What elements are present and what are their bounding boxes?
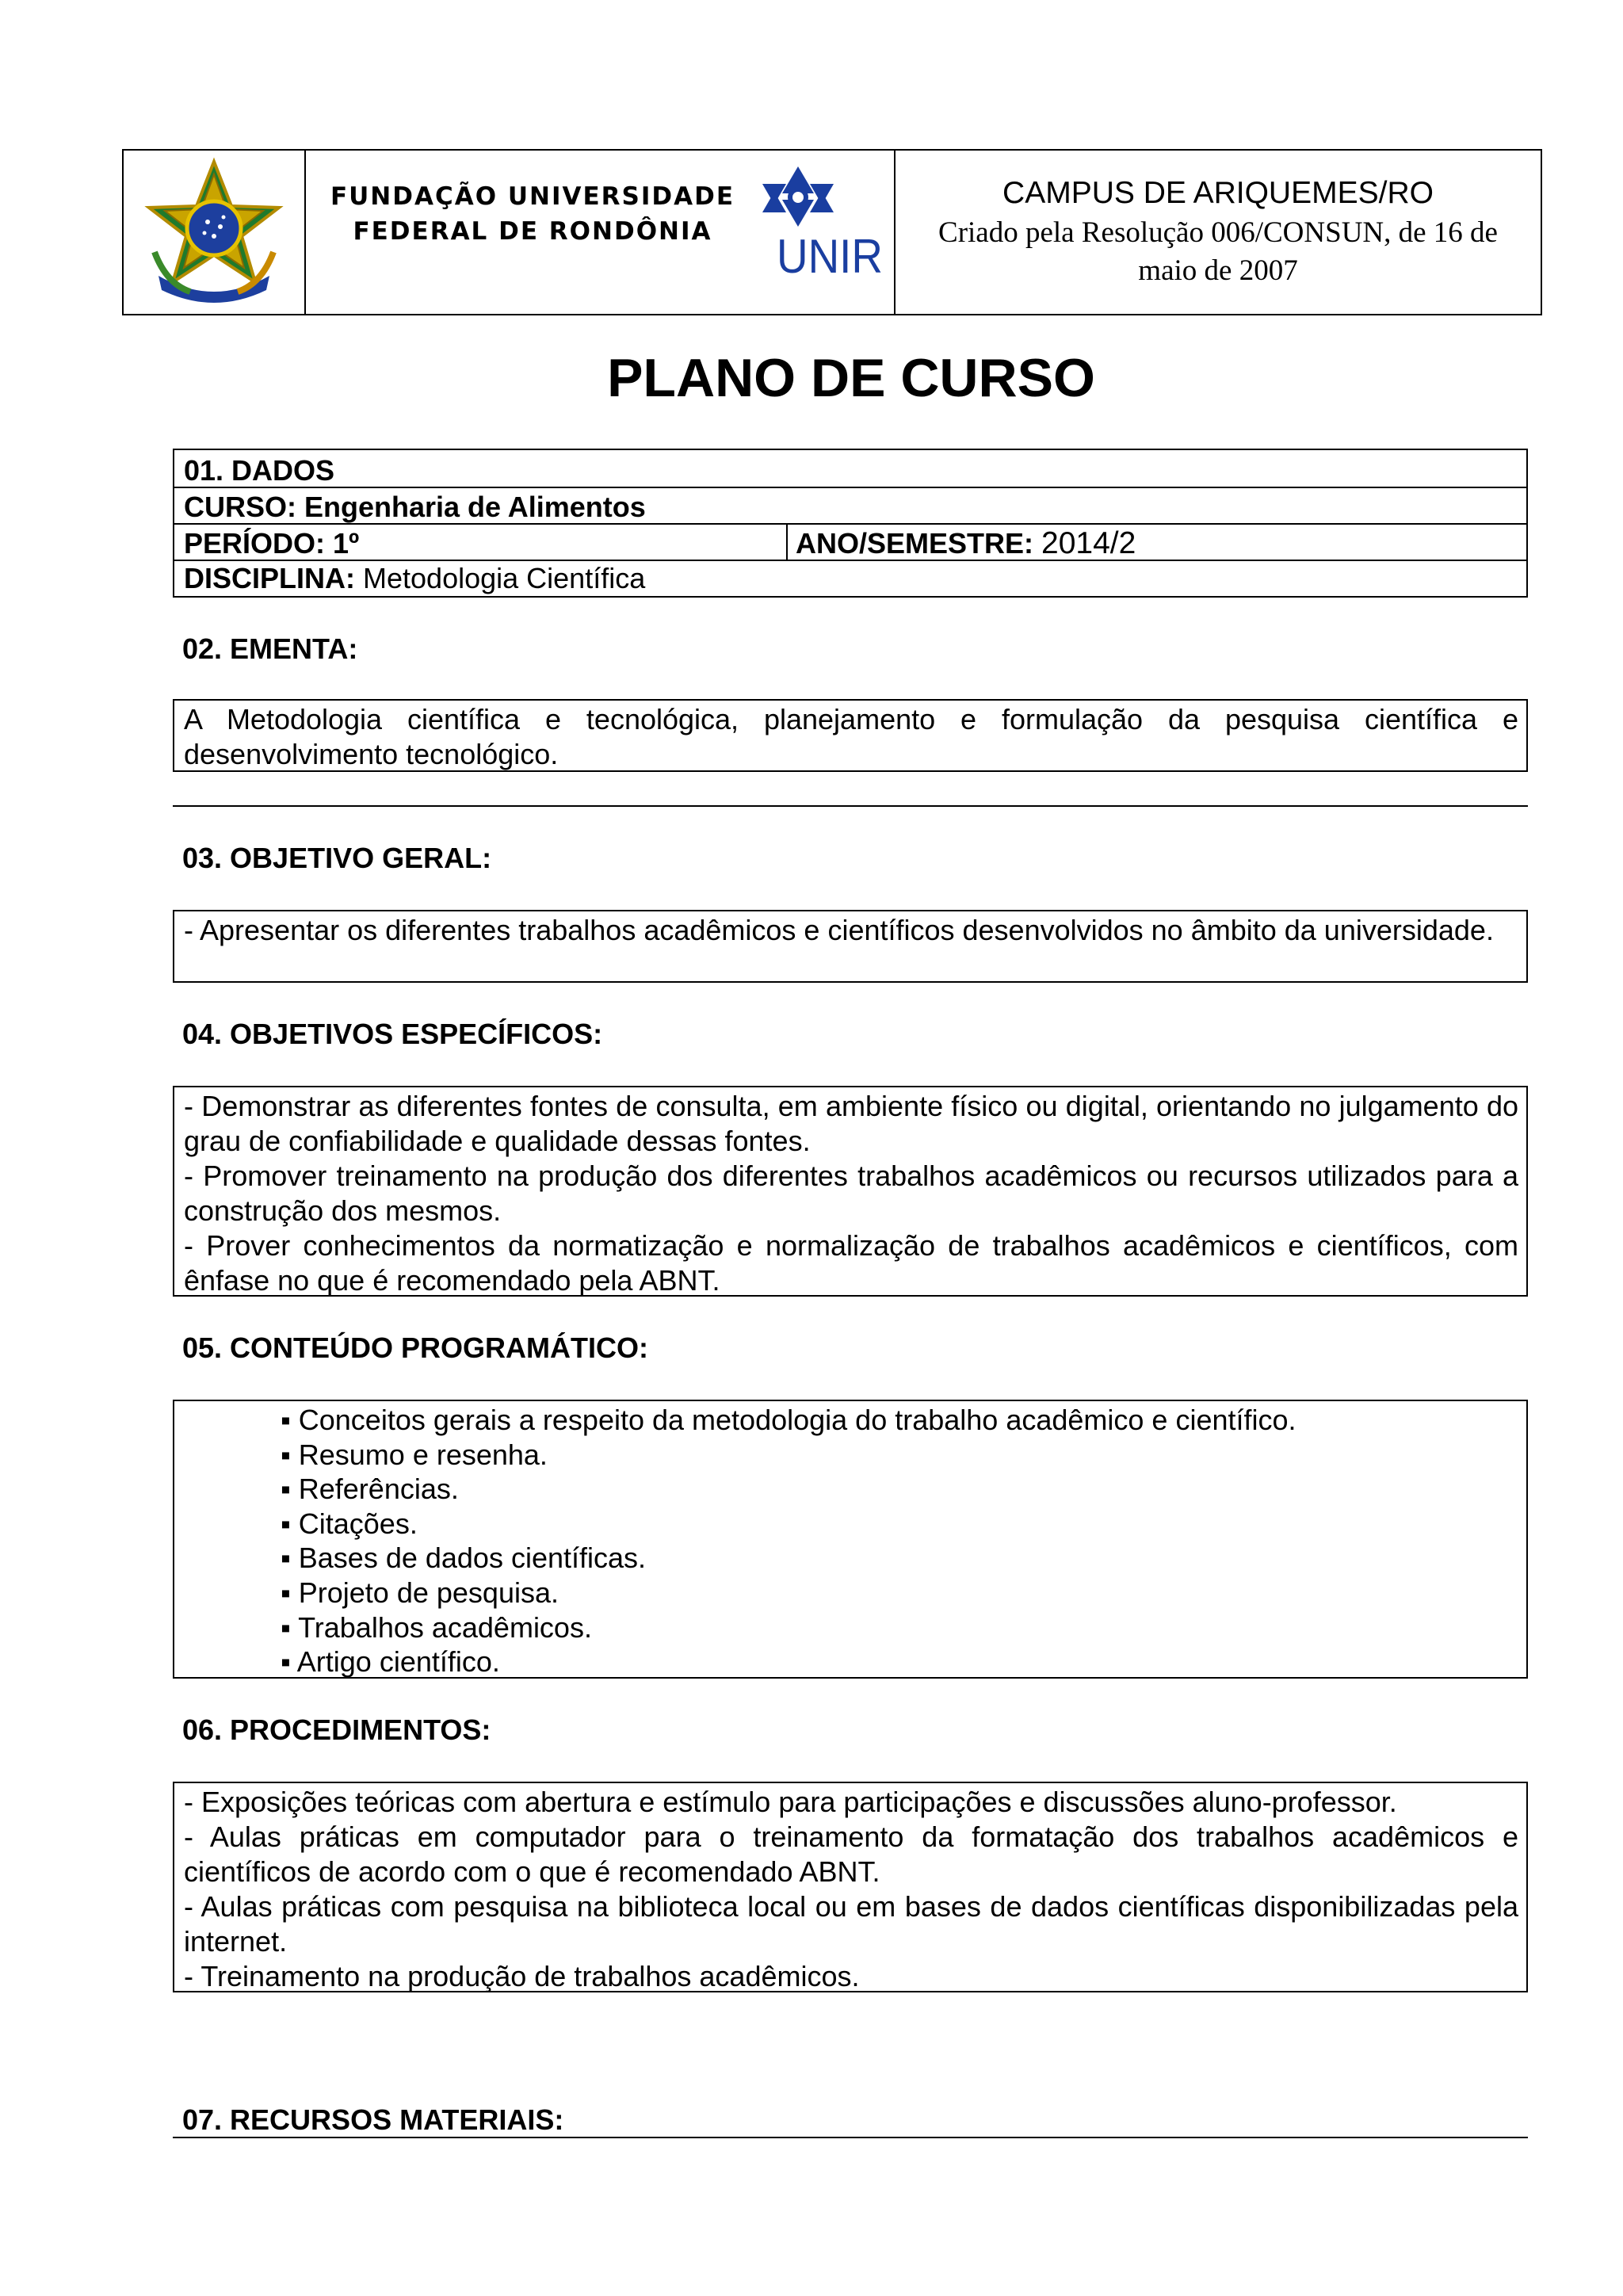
ementa-heading: 02. EMENTA: — [182, 632, 358, 665]
ano-semestre-label: ANO/SEMESTRE: — [796, 527, 1034, 560]
list-item: ▪ Projeto de pesquisa. — [281, 1576, 559, 1609]
procedimentos-list — [184, 1785, 1518, 1994]
objetivos-especificos-list — [184, 1089, 1518, 1298]
document-header — [122, 149, 1542, 315]
list-item: - Treinamento na produção de trabalhos acadêmicos. — [184, 1960, 860, 1992]
list-item: - Prover conhecimentos da normatização e normalização de trabalhos acadêmicos e científicos, com ênfase no que é recomendado pela ABNT. — [184, 1229, 1518, 1297]
objetivo-geral-box — [173, 910, 1528, 983]
institution-name-line1: FUNDAÇÃO UNIVERSIDADE — [330, 182, 735, 211]
dados-table — [173, 449, 1528, 598]
campus-name: CAMPUS DE ARIQUEMES/RO — [1002, 176, 1434, 210]
recursos-heading: 07. RECURSOS MATERIAIS: — [182, 2103, 564, 2136]
ementa-box — [173, 699, 1528, 772]
objetivo-geral-text: - Apresentar os diferentes trabalhos acadêmicos e científicos desenvolvidos no âmbito da universidade. — [184, 914, 1494, 946]
section-divider — [173, 805, 1528, 807]
conteudo-box — [173, 1400, 1528, 1679]
list-item: - Aulas práticas com pesquisa na biblioteca local ou em bases de dados científicas disponibilizadas pela internet. — [184, 1890, 1518, 1958]
disciplina-value: Metodologia Científica — [363, 562, 646, 594]
institution-cell — [306, 151, 896, 314]
list-item: - Aulas práticas em computador para o treinamento da formatação dos trabalhos acadêmicos e científicos de acordo com o que é recomendado ABNT. — [184, 1820, 1518, 1888]
list-item: ▪ Bases de dados científicas. — [281, 1541, 647, 1575]
list-item: - Promover treinamento na produção dos diferentes trabalhos acadêmicos ou recursos utilizados para a construção dos mesmos. — [184, 1159, 1518, 1227]
objetivos-especificos-heading: 04. OBJETIVOS ESPECÍFICOS: — [182, 1018, 603, 1050]
conteudo-heading: 05. CONTEÚDO PROGRAMÁTICO: — [182, 1331, 649, 1364]
list-item: ▪ Conceitos gerais a respeito da metodologia do trabalho acadêmico e científico. — [281, 1404, 1296, 1436]
unir-logo-text: UNIR — [777, 230, 883, 279]
curso-value: CURSO: Engenharia de Alimentos — [184, 491, 646, 523]
creation-resolution-line2: maio de 2007 — [1138, 254, 1298, 287]
list-item: ▪ Trabalhos acadêmicos. — [281, 1610, 592, 1644]
conteudo-list — [281, 1403, 1517, 1679]
creation-resolution-line1: Criado pela Resolução 006/CONSUN, de 16 de — [938, 216, 1498, 249]
procedimentos-box — [173, 1782, 1528, 1992]
unir-logo-icon — [754, 160, 889, 279]
procedimentos-heading: 06. PROCEDIMENTOS: — [182, 1713, 491, 1746]
list-item: ▪ Citações. — [281, 1507, 418, 1540]
disciplina — [184, 561, 645, 596]
ano-semestre — [796, 526, 1136, 561]
ano-semestre-value: 2014/2 — [1041, 526, 1136, 560]
list-item: - Exposições teóricas com abertura e estímulo para participações e discussões aluno-professor. — [184, 1786, 1397, 1818]
list-item: ▪ Artigo científico. — [281, 1645, 500, 1679]
institution-name-line2: FEDERAL DE RONDÔNIA — [353, 217, 712, 246]
objetivos-especificos-box — [173, 1086, 1528, 1297]
campus-cell — [896, 151, 1541, 314]
ementa-text: A Metodologia científica e tecnológica, planejamento e formulação da pesquisa científica e desenvolvimento tecnológico. — [184, 703, 1518, 770]
list-item: ▪ Referências. — [281, 1473, 459, 1506]
recursos-underline — [173, 2137, 1528, 2138]
brazil-coat-of-arms-icon — [135, 157, 293, 308]
objetivo-geral-heading: 03. OBJETIVO GERAL: — [182, 842, 492, 874]
coat-of-arms-cell — [124, 151, 306, 314]
page-title: PLANO DE CURSO — [607, 348, 1095, 408]
list-item: - Demonstrar as diferentes fontes de consulta, em ambiente físico ou digital, orientando no julgamento do grau de confiabilidade e qualidade dessas fontes. — [184, 1090, 1518, 1157]
periodo-value: PERÍODO: 1º — [184, 527, 360, 560]
disciplina-label: DISCIPLINA: — [184, 562, 355, 594]
list-item: ▪ Resumo e resenha. — [281, 1438, 548, 1471]
dados-heading: 01. DADOS — [184, 454, 335, 487]
